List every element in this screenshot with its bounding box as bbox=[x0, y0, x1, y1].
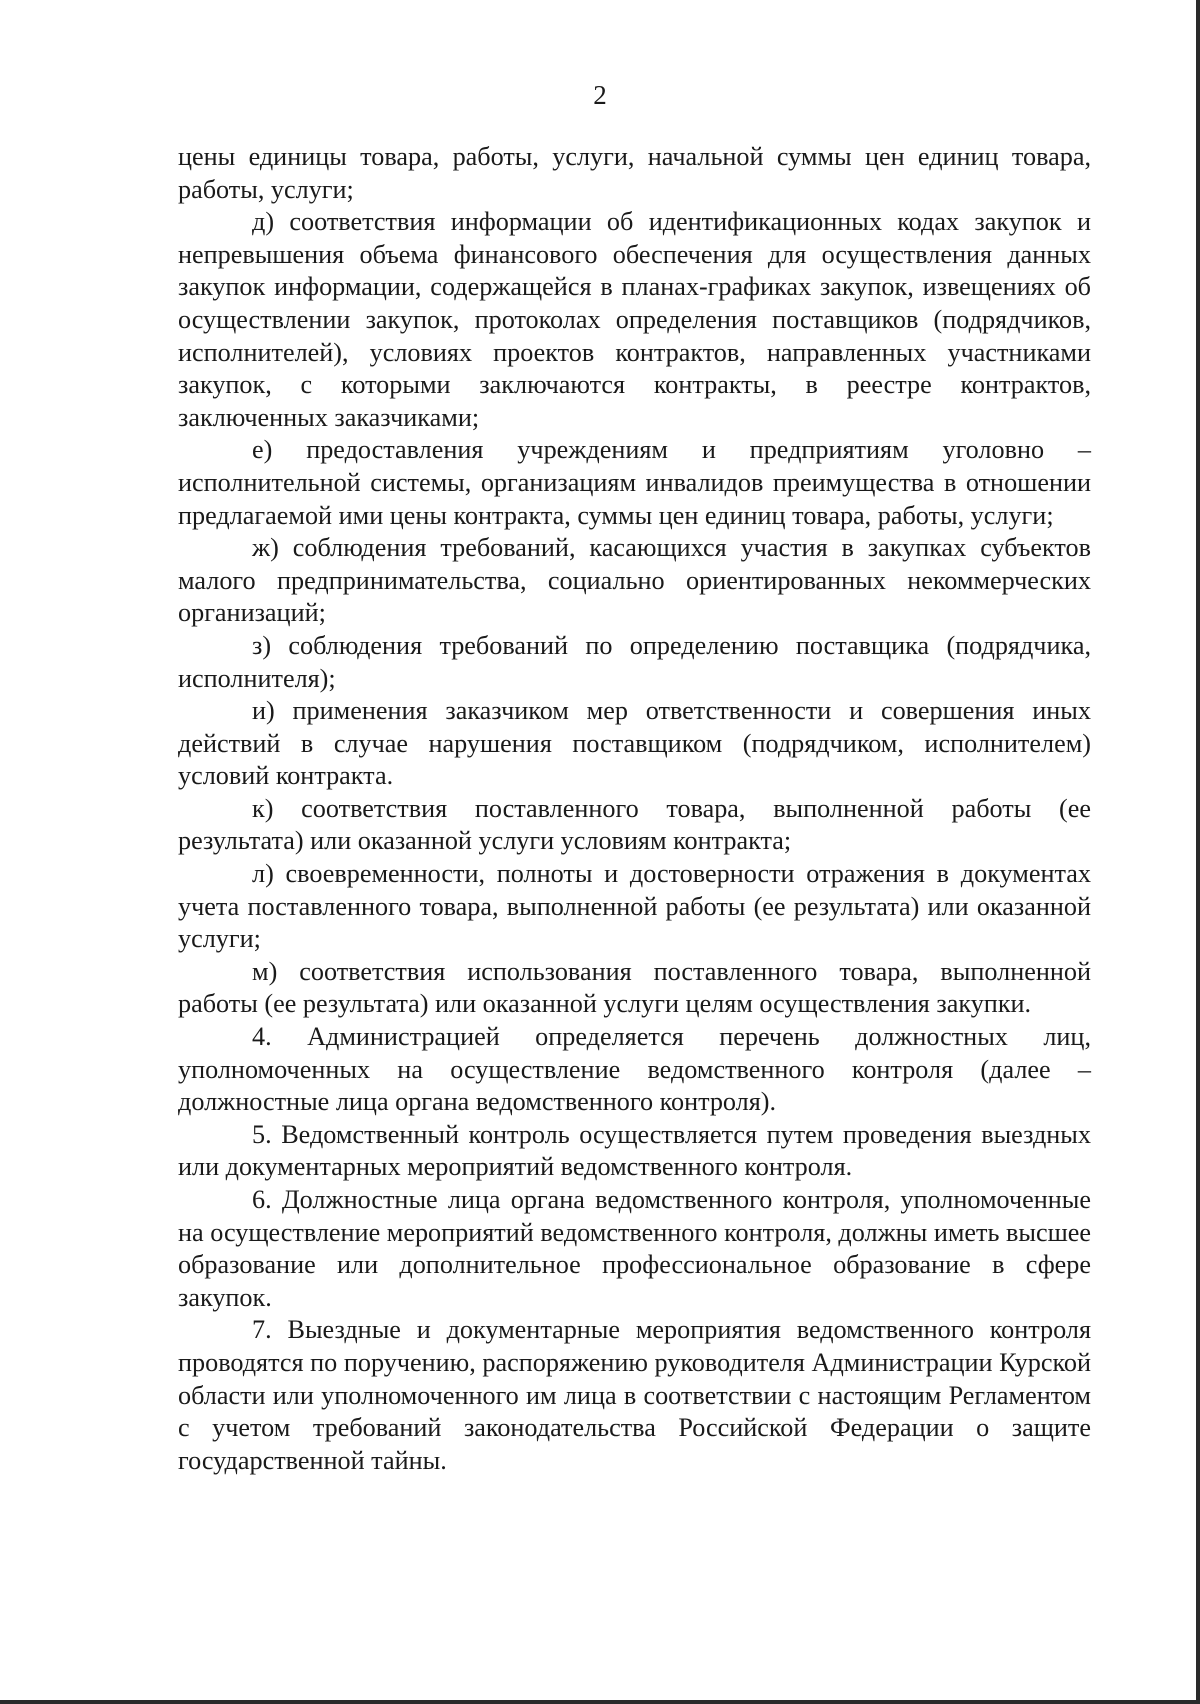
paragraph-item-zh: ж) соблюдения требований, касающихся участия в закупках субъектов малого предпринимательства, социально ориентированных некоммерческих организаций; bbox=[178, 533, 1091, 628]
document-body bbox=[178, 141, 1091, 1477]
paragraph-clause-4: 4. Администрацией определяется перечень должностных лиц, уполномоченных на осуществление ведомственного контроля (далее – должностные лица органа ведомственного контроля). bbox=[178, 1022, 1091, 1117]
paragraph-item-l: л) своевременности, полноты и достоверности отражения в документах учета поставленного товара, выполненной работы (ее результата) или оказанной услуги; bbox=[178, 859, 1091, 954]
paragraph-item-z: з) соблюдения требований по определению поставщика (подрядчика, исполнителя); bbox=[178, 630, 1091, 693]
page-number: 2 bbox=[593, 80, 607, 110]
paragraph-item-d: д) соответствия информации об идентификационных кодах закупок и непревышения объема финансового обеспечения для осуществления данных закупок информации, содержащейся в планах-графиках закупок, извещениях об осуществлении закупок, протоколах определения поставщиков (подрядчиков, исполнителей), условиях проектов контрактов, направленных участниками закупок, с которыми заключаются контракты, в реестре контрактов, заключенных заказчиками; bbox=[178, 207, 1091, 432]
paragraph-continuation: цены единицы товара, работы, услуги, начальной суммы цен единиц товара, работы, услуги; bbox=[178, 142, 1091, 204]
paragraph-item-e: е) предоставления учреждениям и предприятиям уголовно – исполнительной системы, организациям инвалидов преимущества в отношении предлагаемой ими цены контракта, суммы цен единиц товара, работы, услуги; bbox=[178, 435, 1091, 530]
scan-edge-bottom bbox=[0, 1700, 1200, 1704]
paragraph-clause-7: 7. Выездные и документарные мероприятия ведомственного контроля проводятся по поручению, распоряжению руководителя Администрации Курской области или уполномоченного им лица в соответствии с настоящим Регламентом с учетом требований законодательства Российской Федерации о защите государственной тайны. bbox=[178, 1315, 1091, 1475]
paragraph-clause-6: 6. Должностные лица органа ведомственного контроля, уполномоченные на осуществление мероприятий ведомственного контроля, должны иметь высшее образование или дополнительное профессиональное образование в сфере закупок. bbox=[178, 1185, 1091, 1312]
paragraph-item-k: к) соответствия поставленного товара, выполненной работы (ее результата) или оказанной услуги условиям контракта; bbox=[178, 793, 1091, 856]
paragraph-item-i: и) применения заказчиком мер ответственности и совершения иных действий в случае нарушения поставщиком (подрядчиком, исполнителем) условий контракта. bbox=[178, 696, 1091, 791]
paragraph-clause-5: 5. Ведомственный контроль осуществляется путем проведения выездных или документарных мероприятий ведомственного контроля. bbox=[178, 1119, 1091, 1182]
scan-edge-right bbox=[1196, 0, 1200, 1704]
paragraph-item-m: м) соответствия использования поставленного товара, выполненной работы (ее результата) или оказанной услуги целям осуществления закупки. bbox=[178, 956, 1091, 1019]
